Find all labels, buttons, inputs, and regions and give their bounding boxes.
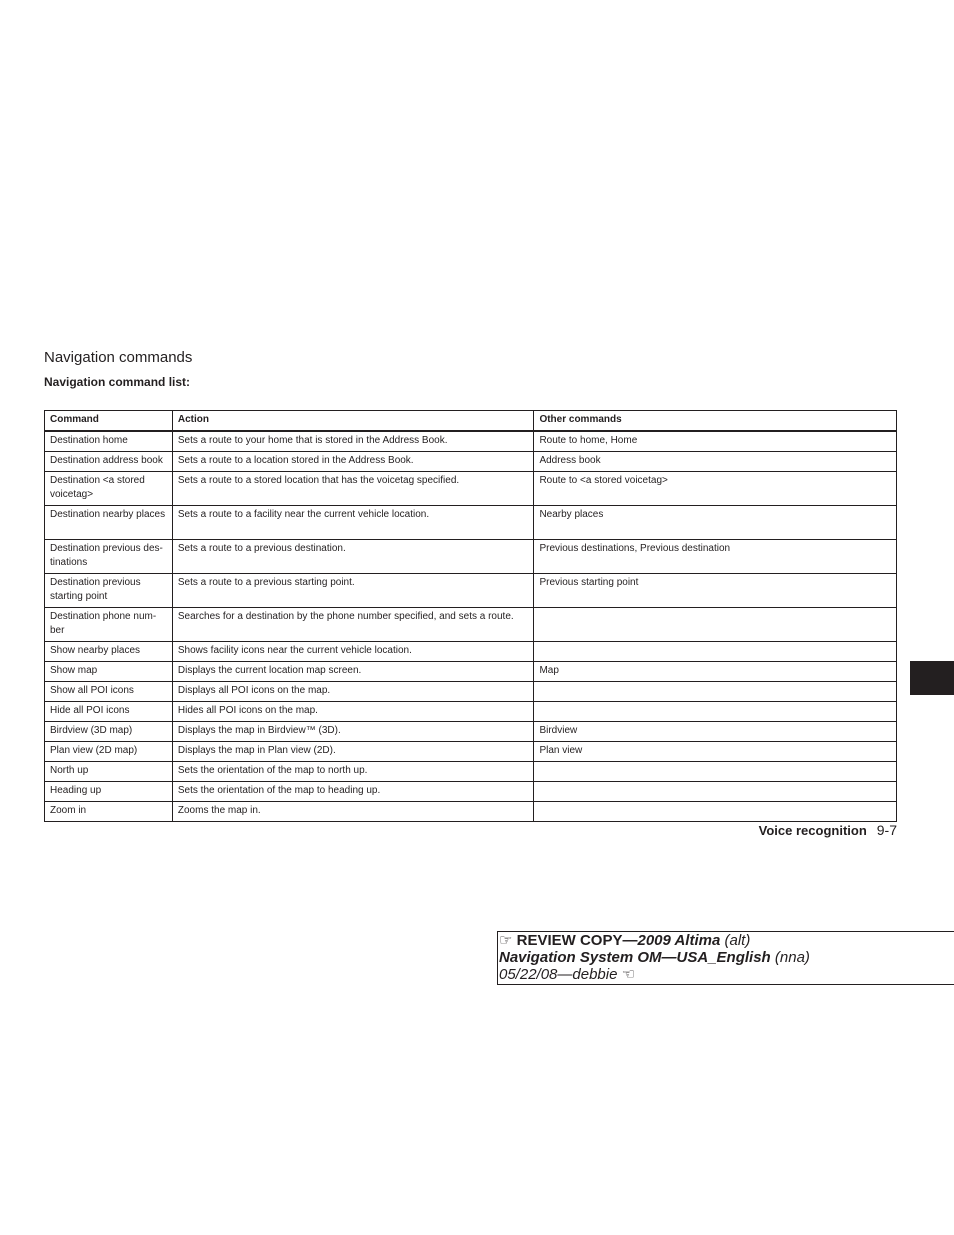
- command-cell: North up: [45, 762, 173, 782]
- command-cell: Destination previous starting point: [45, 574, 173, 608]
- table-row: [45, 802, 897, 822]
- other-commands-cell: Previous starting point: [534, 574, 897, 608]
- table-row: [45, 608, 897, 642]
- command-cell: Zoom in: [45, 802, 173, 822]
- other-commands-cell: [534, 608, 897, 642]
- action-cell: Shows facility icons near the current vehicle location.: [172, 642, 534, 662]
- action-cell: Sets a route to a previous destination.: [172, 540, 534, 574]
- action-cell: Zooms the map in.: [172, 802, 534, 822]
- section-title: Navigation commands: [44, 349, 193, 366]
- table-header-row: [45, 411, 897, 432]
- pointing-hand-right-icon: ☞: [499, 932, 513, 949]
- other-commands-cell: Route to home, Home: [534, 431, 897, 452]
- review-copy-stamp: [497, 931, 954, 985]
- action-cell: Searches for a destination by the phone number specified, and sets a route.: [172, 608, 534, 642]
- footer-section-name: Voice recognition: [758, 823, 867, 838]
- table-row: [45, 506, 897, 540]
- other-commands-cell: Route to <a stored voicetag>: [534, 472, 897, 506]
- command-cell: Destination previous des- tinations: [45, 540, 173, 574]
- column-header-command: Command: [45, 411, 173, 432]
- command-cell: Hide all POI icons: [45, 702, 173, 722]
- command-cell: Heading up: [45, 782, 173, 802]
- table-row: [45, 702, 897, 722]
- other-commands-cell: [534, 782, 897, 802]
- action-cell: Sets a route to a previous starting point.: [172, 574, 534, 608]
- table-row: [45, 662, 897, 682]
- table-row: [45, 574, 897, 608]
- action-cell: Sets a route to a stored location that has the voicetag specified.: [172, 472, 534, 506]
- other-commands-cell: [534, 682, 897, 702]
- other-commands-cell: Plan view: [534, 742, 897, 762]
- section-subtitle: Navigation command list:: [44, 375, 191, 389]
- action-cell: Sets a route to your home that is stored in the Address Book.: [172, 431, 534, 452]
- review-document-code: (nna): [774, 949, 810, 966]
- table-row: [45, 642, 897, 662]
- page-footer: [759, 822, 897, 838]
- table-row: [45, 472, 897, 506]
- table-row: [45, 762, 897, 782]
- other-commands-cell: [534, 762, 897, 782]
- table-row: [45, 540, 897, 574]
- review-document-title: Navigation System OM—USA_English: [499, 949, 771, 966]
- column-header-action: Action: [172, 411, 534, 432]
- review-line-3: [499, 966, 954, 983]
- action-cell: Sets a route to a facility near the current vehicle location.: [172, 506, 534, 540]
- action-cell: Hides all POI icons on the map.: [172, 702, 534, 722]
- command-cell: Birdview (3D map): [45, 722, 173, 742]
- review-model: 2009 Altima: [637, 932, 721, 949]
- action-cell: Displays the map in Plan view (2D).: [172, 742, 534, 762]
- other-commands-cell: [534, 702, 897, 722]
- chapter-thumb-tab: [910, 661, 954, 695]
- command-cell: Show nearby places: [45, 642, 173, 662]
- action-cell: Sets a route to a location stored in the Address Book.: [172, 452, 534, 472]
- other-commands-cell: [534, 802, 897, 822]
- action-cell: Sets the orientation of the map to heading up.: [172, 782, 534, 802]
- table-row: [45, 782, 897, 802]
- other-commands-cell: Birdview: [534, 722, 897, 742]
- review-model-code: (alt): [724, 932, 751, 949]
- page-number: 9-7: [876, 822, 897, 838]
- other-commands-cell: [534, 642, 897, 662]
- review-date-editor: 05/22/08—debbie: [499, 966, 618, 983]
- other-commands-cell: Address book: [534, 452, 897, 472]
- table-row: [45, 431, 897, 452]
- review-line-1: [499, 932, 954, 949]
- command-cell: Plan view (2D map): [45, 742, 173, 762]
- command-cell: Destination <a stored voicetag>: [45, 472, 173, 506]
- command-cell: Destination home: [45, 431, 173, 452]
- command-cell: Destination phone num- ber: [45, 608, 173, 642]
- column-header-other-commands: Other commands: [534, 411, 897, 432]
- table-row: [45, 742, 897, 762]
- pointing-hand-left-icon: ☜: [621, 966, 636, 983]
- other-commands-cell: Previous destinations, Previous destination: [534, 540, 897, 574]
- action-cell: Displays all POI icons on the map.: [172, 682, 534, 702]
- action-cell: Sets the orientation of the map to north up.: [172, 762, 534, 782]
- other-commands-cell: Nearby places: [534, 506, 897, 540]
- command-cell: Destination address book: [45, 452, 173, 472]
- table-row: [45, 452, 897, 472]
- review-label: REVIEW COPY—: [516, 932, 638, 949]
- command-cell: Show all POI icons: [45, 682, 173, 702]
- table-row: [45, 682, 897, 702]
- review-line-2: [499, 949, 954, 966]
- command-cell: Destination nearby places: [45, 506, 173, 540]
- action-cell: Displays the current location map screen.: [172, 662, 534, 682]
- table-row: [45, 722, 897, 742]
- navigation-command-table: [44, 410, 897, 822]
- action-cell: Displays the map in Birdview™ (3D).: [172, 722, 534, 742]
- command-cell: Show map: [45, 662, 173, 682]
- other-commands-cell: Map: [534, 662, 897, 682]
